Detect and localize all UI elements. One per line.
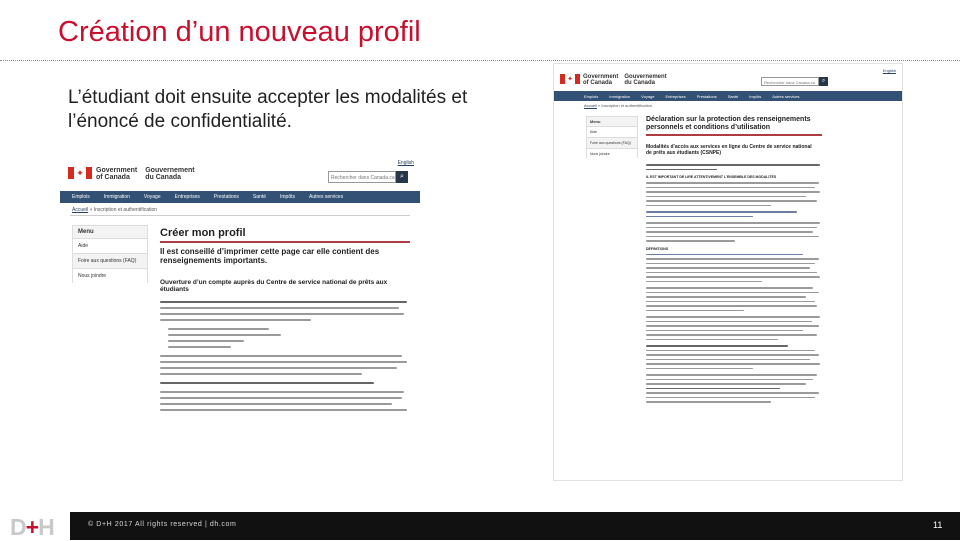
gov-name-en: Government of Canada [583, 74, 619, 87]
print-notice: Il est conseillé d’imprimer cette page car elle contient des renseignements importants. [160, 247, 380, 265]
main-nav [60, 191, 420, 203]
menu-title: Menu [78, 229, 94, 235]
nav-item-autres[interactable]: Autres services [309, 194, 344, 200]
search-bar [328, 171, 408, 183]
nav-item-impots[interactable]: Impôts [280, 194, 296, 200]
gc-signature[interactable] [560, 74, 667, 87]
search-icon[interactable]: ⌕ [396, 171, 408, 183]
breadcrumb-current: Inscription et authentification [601, 103, 653, 108]
search-input[interactable]: Rechercher dans Canada.ca [328, 171, 396, 183]
breadcrumb-current: Inscription et authentification [93, 207, 158, 213]
gov-name-en: Government of Canada [96, 167, 138, 182]
nav-item-sante[interactable]: Santé [252, 194, 266, 200]
breadcrumb-home[interactable]: Accueil [72, 207, 89, 213]
nav-item-emplois[interactable]: Emplois [72, 194, 90, 200]
important-notice: IL EST IMPORTANT DE LIRE ATTENTIVEMENT L’ENSEMBLE DES MODALITÉS [646, 175, 777, 179]
menu-item-faq[interactable]: Foire aux questions (FAQ) [73, 253, 147, 268]
search-bar [761, 77, 828, 86]
nav-item-voyage[interactable]: Voyage [641, 93, 655, 99]
dh-logo: D+H [10, 514, 54, 540]
section-heading: Modalités d’accès aux services en ligne du Centre de service national de prêts aux étudiants (CSNPE) [646, 144, 812, 156]
slide-title: Création d’un nouveau profil [58, 16, 421, 48]
nav-item-prestations[interactable]: Prestations [213, 194, 239, 200]
menu-item-aide[interactable]: Aide [587, 126, 637, 137]
footer-copyright: © D+H 2017 All rights reserved | dh.com [88, 521, 237, 528]
language-link[interactable]: English [882, 68, 896, 73]
nav-item-prestations[interactable]: Prestations [696, 93, 717, 99]
breadcrumb-home[interactable]: Accueil [584, 103, 597, 108]
title-divider [0, 60, 960, 61]
definitions-heading: DÉFINITIONS [646, 246, 669, 251]
page-number: 11 [933, 520, 943, 530]
menu-title: Menu [590, 119, 601, 124]
nav-item-autres[interactable]: Autres services [772, 93, 800, 99]
language-link[interactable]: English [397, 160, 414, 166]
side-menu [72, 225, 148, 283]
canada-flag-icon: ✦ [560, 74, 580, 84]
menu-item-contact[interactable]: Nous joindre [73, 268, 147, 283]
nav-item-entreprises[interactable]: Entreprises [174, 194, 200, 200]
body-text [160, 301, 412, 415]
gov-name-fr: Gouvernement du Canada [145, 167, 195, 182]
main-nav [554, 91, 903, 101]
breadcrumb: Accueil » Inscription et authentification [584, 103, 653, 108]
body-text [646, 164, 824, 406]
screenshot-privacy-terms [553, 63, 903, 481]
nav-item-impots[interactable]: Impôts [749, 93, 762, 99]
search-icon[interactable]: ⌕ [819, 77, 828, 86]
nav-item-immigration[interactable]: Immigration [103, 194, 130, 200]
slide-subtitle: L’étudiant doit ensuite accepter les modalités et l’énoncé de confidentialité. [68, 87, 468, 132]
nav-item-emplois[interactable]: Emplois [584, 93, 599, 99]
page-heading: Déclaration sur la protection des renseignements personnels et conditions d’utilisation [646, 116, 822, 136]
page-heading: Créer mon profil [160, 227, 410, 243]
side-menu [586, 116, 638, 158]
search-input[interactable]: Rechercher dans Canada.ca [761, 77, 819, 86]
menu-item-contact[interactable]: Nous joindre [587, 148, 637, 159]
nav-item-entreprises[interactable]: Entreprises [665, 93, 686, 99]
section-heading: Ouverture d’un compte auprès du Centre de service national de prêts aux étudiants [160, 279, 388, 293]
nav-item-sante[interactable]: Santé [727, 93, 739, 99]
menu-item-aide[interactable]: Aide [73, 238, 147, 253]
gc-signature[interactable] [68, 167, 195, 182]
nav-item-immigration[interactable]: Immigration [609, 93, 631, 99]
screenshot-create-profile [60, 157, 420, 435]
canada-flag-icon: ✦ [68, 167, 92, 179]
menu-item-faq[interactable]: Foire aux questions (FAQ) [587, 137, 637, 148]
nav-item-voyage[interactable]: Voyage [143, 194, 161, 200]
breadcrumb: Accueil » Inscription et authentification [72, 207, 158, 213]
gov-name-fr: Gouvernement du Canada [624, 74, 667, 87]
